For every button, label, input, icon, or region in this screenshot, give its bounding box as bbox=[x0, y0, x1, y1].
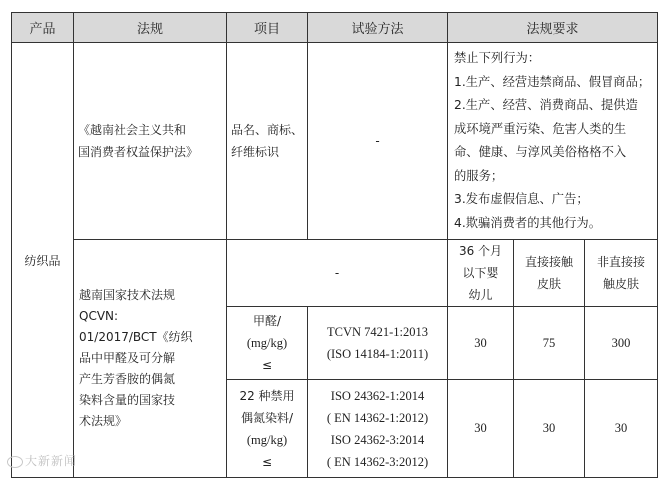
subheader-line: 幼儿 bbox=[468, 288, 493, 302]
subheader-direct-contact bbox=[514, 240, 585, 307]
item-line: (mg/kg) bbox=[246, 336, 288, 350]
subheader-line: 触皮肤 bbox=[602, 277, 639, 291]
subheader-line: 直接接触 bbox=[524, 255, 573, 269]
method-line: TCVN 7421-1:2013 bbox=[326, 325, 429, 339]
item-cell-labeling bbox=[227, 43, 308, 240]
method-cell-dash: - bbox=[308, 43, 448, 240]
regulation-line: 01/2017/BCT《纺织 bbox=[79, 330, 193, 344]
watermark-text: 大新新闻 bbox=[25, 454, 78, 468]
requirement-line: 1.生产、经营违禁商品、假冒商品； bbox=[454, 74, 651, 89]
value-cell: 75 bbox=[514, 307, 585, 380]
regulation-cell-consumer-law bbox=[74, 43, 227, 240]
requirement-line: 命、健康、与淳风美俗格格不入 bbox=[454, 145, 627, 159]
header-item: 项目 bbox=[227, 13, 308, 43]
item-line: ≤ bbox=[261, 454, 273, 469]
regulation-table bbox=[11, 12, 658, 478]
item-cell-azo-dyes bbox=[227, 380, 308, 478]
value-cell: 30 bbox=[514, 380, 585, 478]
item-line: 偶氮染料/ bbox=[240, 410, 294, 425]
item-line: 品名、商标、 bbox=[231, 123, 304, 137]
subheader-infants bbox=[448, 240, 514, 307]
regulation-line: QCVN: bbox=[79, 309, 119, 323]
subheader-line: 以下婴 bbox=[462, 266, 499, 280]
subheader-line: 皮肤 bbox=[536, 277, 561, 291]
requirement-line: 4.欺骗消费者的其他行为。 bbox=[454, 215, 601, 230]
requirement-list bbox=[448, 43, 657, 239]
regulation-line: 品中甲醛及可分解 bbox=[79, 351, 176, 365]
method-line: ISO 24362-3:2014 bbox=[330, 432, 425, 447]
requirement-line: 3.发布虚假信息、广告； bbox=[454, 192, 589, 206]
subheader-line: 非直接接 bbox=[596, 255, 645, 269]
value-cell: 300 bbox=[585, 307, 658, 380]
item-line: ≤ bbox=[261, 358, 273, 372]
table-row bbox=[12, 43, 658, 240]
item-line: 甲醛/ bbox=[252, 314, 282, 328]
item-line: 纤维标识 bbox=[231, 145, 280, 159]
regulation-line: 国消费者权益保护法》 bbox=[78, 145, 199, 159]
method-cell-azo-dyes bbox=[308, 380, 448, 478]
regulation-line: 越南国家技术法规 bbox=[79, 288, 176, 302]
header-product: 产品 bbox=[12, 13, 74, 43]
method-line: ISO 24362-1:2014 bbox=[330, 388, 425, 403]
method-line: (ISO 14184-1:2011) bbox=[326, 347, 429, 361]
regulation-line: 《越南社会主义共和 bbox=[78, 123, 187, 137]
method-line: ( EN 14362-3:2012) bbox=[326, 454, 429, 469]
requirement-line: 成环境严重污染、危害人类的生 bbox=[454, 121, 627, 136]
subheader-line: 36 个月 bbox=[458, 244, 503, 258]
method-cell-formaldehyde bbox=[308, 307, 448, 380]
regulation-line: 染料含量的国家技 bbox=[79, 393, 176, 407]
header-requirement: 法规要求 bbox=[448, 13, 658, 43]
requirement-cell-prohibited-acts bbox=[448, 43, 658, 240]
watermark-eye-icon bbox=[7, 456, 23, 468]
regulation-line: 产生芳香胺的偶氮 bbox=[79, 372, 176, 386]
watermark bbox=[7, 452, 77, 469]
regulation-cell-qcvn bbox=[74, 240, 227, 478]
subheader-indirect-contact bbox=[585, 240, 658, 307]
item-line: 22 种禁用 bbox=[239, 388, 295, 403]
requirement-line: 禁止下列行为： bbox=[454, 51, 541, 65]
requirement-line: 2.生产、经营、消费商品、提供造 bbox=[454, 98, 638, 112]
regulation-line: 术法规》 bbox=[79, 414, 128, 428]
value-cell: 30 bbox=[585, 380, 658, 478]
value-cell: 30 bbox=[448, 380, 514, 478]
item-cell-formaldehyde bbox=[227, 307, 308, 380]
product-cell: 纺织品 bbox=[12, 43, 74, 478]
merged-dash-cell: - bbox=[227, 240, 448, 307]
header-regulation: 法规 bbox=[74, 13, 227, 43]
table-row bbox=[12, 240, 658, 307]
value-cell: 30 bbox=[448, 307, 514, 380]
header-row bbox=[12, 13, 658, 43]
method-line: ( EN 14362-1:2012) bbox=[326, 410, 429, 425]
header-test-method: 试验方法 bbox=[308, 13, 448, 43]
requirement-line: 的服务； bbox=[454, 168, 504, 183]
item-line: (mg/kg) bbox=[246, 432, 288, 447]
